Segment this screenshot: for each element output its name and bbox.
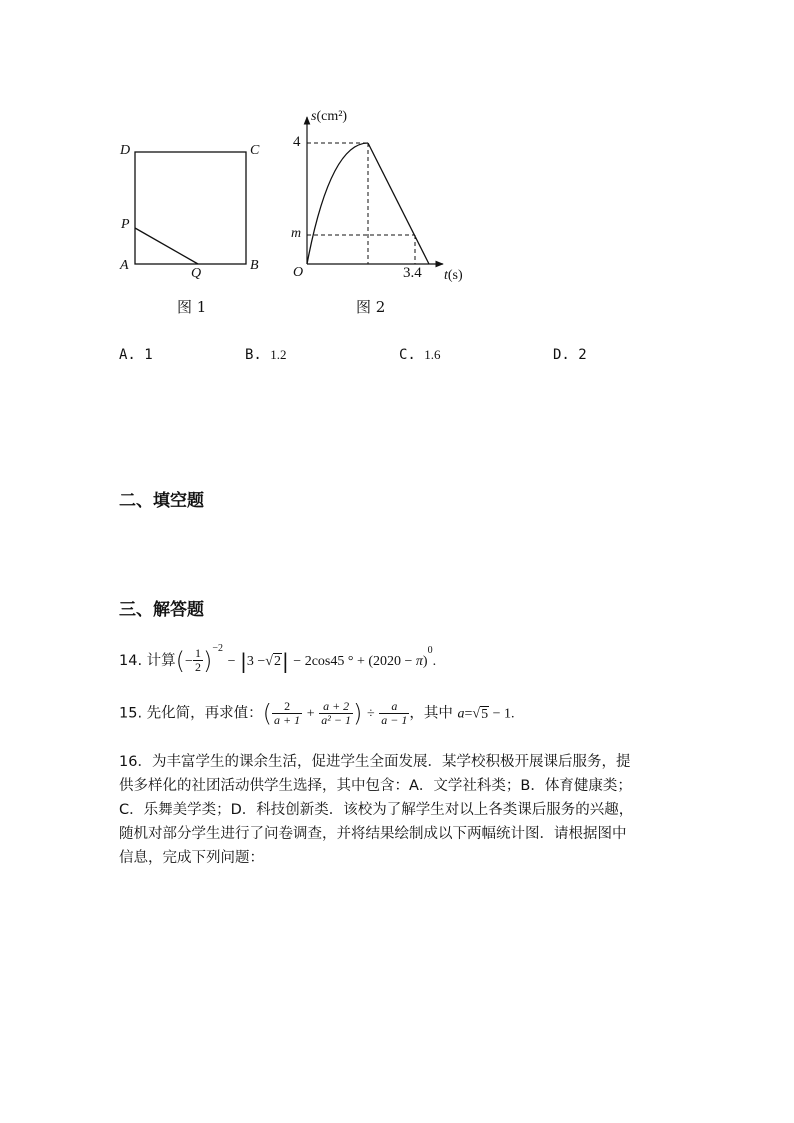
- figure-2-caption: 图 2: [356, 298, 386, 316]
- choice-c: C. 1.6: [399, 347, 441, 363]
- segment-pq: [135, 228, 198, 264]
- section-heading-fill-blank: 二、填空题: [119, 491, 204, 511]
- question-16-line-5: 信息，完成下列问题：: [119, 850, 264, 866]
- question-16-line-2: 供多样化的社团活动供学生选择，其中包含：A．文学社科类；B．体育健康类；: [119, 778, 632, 794]
- question-14: 14. 计算(− $\frac{1}{2}$ )$^{-2}$ − |3 −√2| − 2cos45 ° + $(2020 - \pi)^0$.: [119, 643, 437, 675]
- x-tick-3-4: 3.4: [403, 265, 422, 281]
- choice-a: A. 1: [119, 347, 153, 363]
- y-axis-label: s(cm²): [311, 109, 348, 124]
- question-16-line-3: C．乐舞美学类；D．科技创新类．该校为了解学生对以上各类课后服务的兴趣，: [119, 802, 634, 818]
- question-16-line-1: 16．为丰富学生的课余生活，促进学生全面发展．某学校积极开展课后服务，提: [119, 754, 631, 770]
- linear-segment: [368, 143, 429, 264]
- question-15: 15. 先化简，再求值：( $\frac{2}{a + 1}$ + $\frac{a + 2}{\text{a² − 1}}$ ) ÷ $\frac{a}{a - 1}$ ，其中 a=√5 − 1.: [119, 699, 515, 728]
- vertex-label-p: P: [121, 217, 130, 232]
- choice-d: D. 2: [553, 347, 587, 363]
- square-abcd: [135, 152, 246, 264]
- section-heading-solve: 三、解答题: [119, 600, 204, 620]
- question-16: [119, 750, 679, 870]
- figure-2-graph: [290, 105, 480, 285]
- y-tick-m: m: [291, 226, 302, 241]
- figure-1-caption: 图 1: [177, 298, 207, 316]
- vertex-label-c: C: [250, 143, 260, 158]
- x-axis-label: t(s): [444, 268, 463, 283]
- origin-label: O: [293, 265, 304, 280]
- curve-segment: [307, 143, 368, 264]
- vertex-label-d: D: [120, 143, 131, 158]
- question-16-line-4: 随机对部分学生进行了问卷调查，并将结果绘制成以下两幅统计图．请根据图中: [119, 826, 627, 842]
- choice-b: B. 1.2: [245, 347, 287, 363]
- vertex-label-q: Q: [191, 266, 202, 281]
- vertex-label-b: B: [250, 258, 259, 273]
- vertex-label-a: A: [120, 258, 129, 273]
- y-axis-unit: (cm²): [316, 109, 348, 124]
- y-tick-4: 4: [293, 134, 301, 150]
